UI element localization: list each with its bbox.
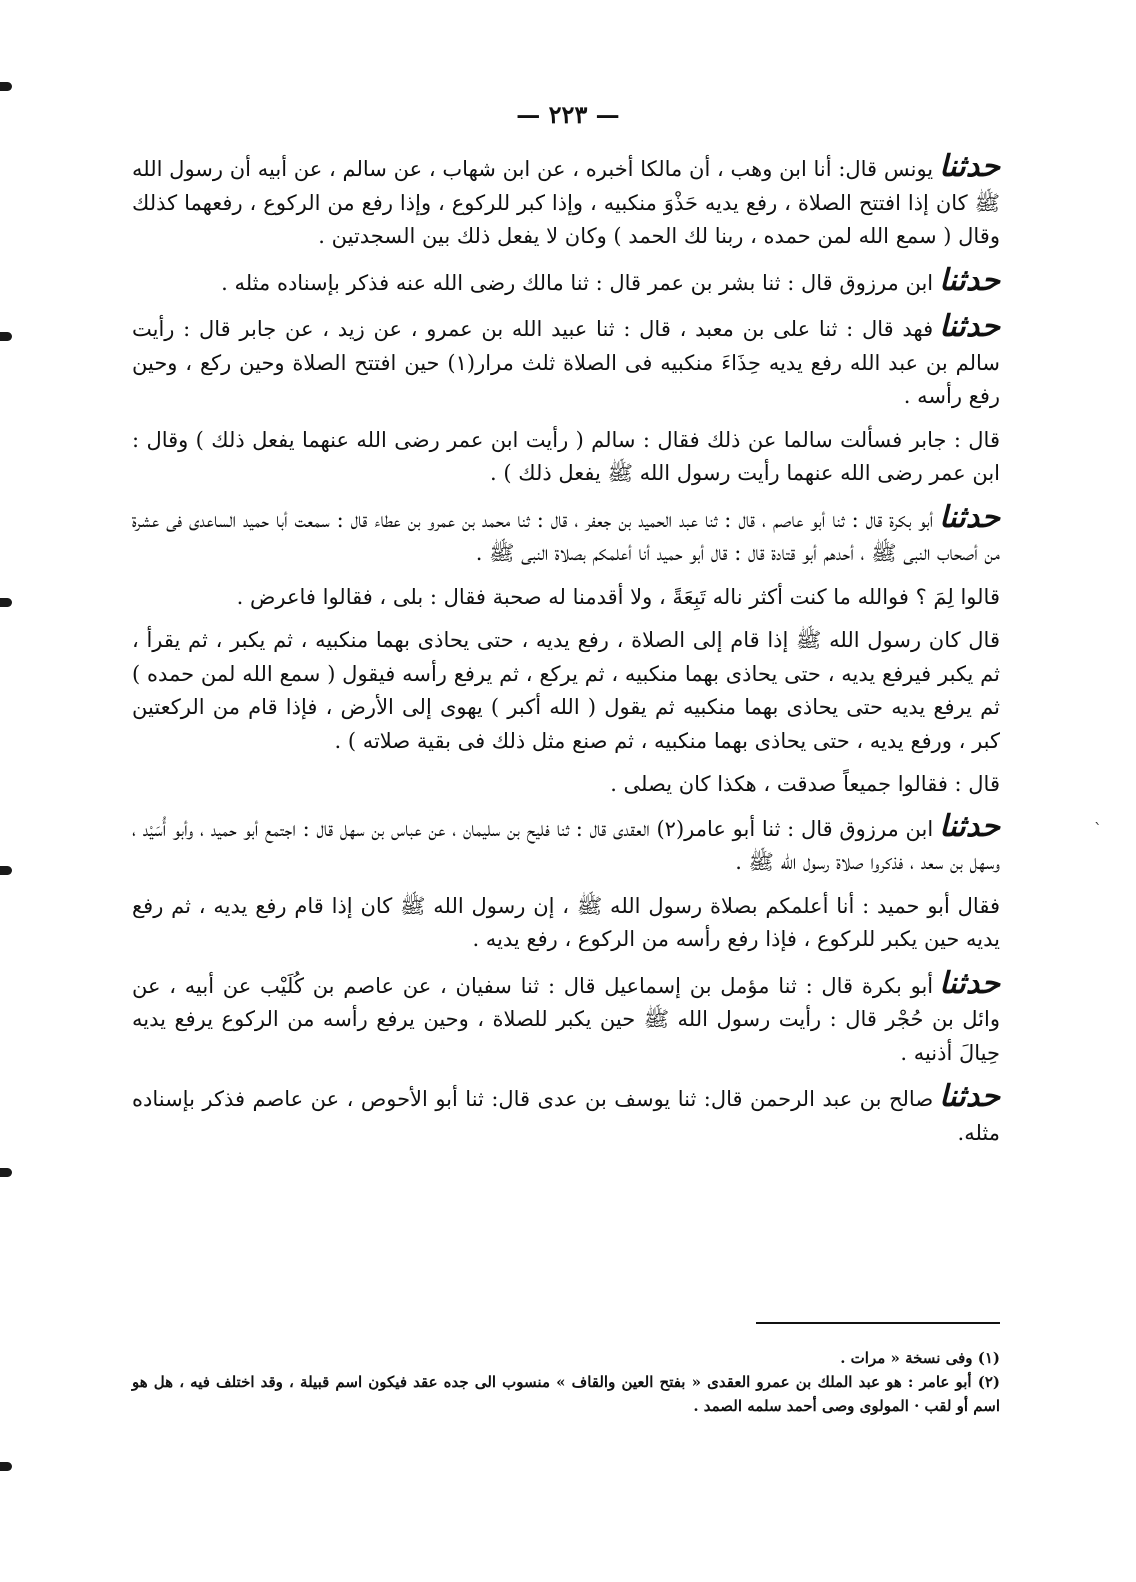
paragraph-text: ابن مرزوق قال : ثنا أبو عامر(٢) العقدى قال : ثنا فليح بن سليمان ، عن عباس بن سهل قال : اجتمع أبو حميد ، وأبو أُسَيْد ، وسهل بن سعد ، فذكروا صلاة رسول الله ﷺ . bbox=[132, 816, 1000, 874]
footnote: (٢) أبو عامر : هو عبد الملك بن عمرو العقدى « بفتح العين والقاف » منسوب الى جده عقد فيكون اسم قبيلة ، وقد اختلف فيه ، هل هو اسم أو لقب · المولوى وصى أحمد سلمه الصمد . bbox=[132, 1373, 1000, 1415]
haddatha-keyword: حدثنا bbox=[939, 149, 1000, 184]
scan-edge-mark bbox=[0, 332, 12, 341]
haddatha-keyword: حدثنا bbox=[939, 499, 1000, 535]
paragraph-text: فهد قال : ثنا على بن معبد ، قال : ثنا عبيد الله بن عمرو ، عن زيد ، عن جابر قال : رأيت سالم بن عبد الله رفع يديه حِذَاءَ منكبيه فى الصلاة ثلث مرار(١) حين افتتح الصلاة وحين ركع ، وحين رفع رأسه . bbox=[132, 317, 1000, 408]
hadith-paragraph bbox=[132, 310, 1000, 414]
narration-paragraph bbox=[132, 424, 1000, 491]
scan-edge-mark bbox=[0, 82, 12, 91]
footnote-divider bbox=[756, 1322, 1000, 1324]
paragraph-text: قال كان رسول الله ﷺ إذا قام إلى الصلاة ، رفع يديه ، حتى يحاذى بهما منكبيه ، ثم يكبر ، ثم يقرأ ، ثم يكبر فيرفع يديه ، حتى يحاذى بهما منكبيه ، ثم يركع ، ثم يرفع رأسه فيقول ( سمع الله لمن حمده ) ثم يرفع يديه حتى يحاذى بهما منكبيه ثم يقول ( الله أكبر ) يهوى إلى الأرض ، فإذا قام من الركعتين كبر ، ورفع يديه ، حتى يحاذى بهما منكبيه ، ثم صنع مثل ذلك فى بقية صلاته ) . bbox=[132, 628, 1000, 753]
hadith-paragraph bbox=[132, 1080, 1000, 1150]
hadith-paragraph bbox=[132, 967, 1000, 1071]
haddatha-keyword: حدثنا bbox=[939, 1079, 1000, 1114]
paragraph-text: صالح بن عبد الرحمن قال: ثنا يوسف بن عدى قال: ثنا أبو الأحوص ، عن عاصم فذكر بإسناده مثله. bbox=[132, 1087, 1000, 1145]
hadith-paragraph bbox=[132, 150, 1000, 254]
stray-scan-mark: ` bbox=[1094, 820, 1102, 839]
haddatha-keyword: حدثنا bbox=[939, 309, 1000, 344]
main-text bbox=[132, 150, 1000, 1160]
paragraph-text: أبو بكرة قال : ثنا مؤمل بن إسماعيل قال : ثنا سفيان ، عن عاصم بن كُلَيْب عن أبيه ، عن وائل بن حُجْر قال : رأيت رسول الله ﷺ حين يكبر للصلاة ، وحين يرفع رأسه من الركوع يرفع يديه حِيالَ أذنيه . bbox=[132, 973, 1000, 1065]
footnote: (١) وفى نسخة « مرات . bbox=[840, 1349, 1000, 1367]
scan-edge-mark bbox=[0, 1462, 12, 1471]
paragraph-text: قال : جابر فسألت سالما عن ذلك فقال : سالم ( رأيت ابن عمر رضى الله عنهما يفعل ذلك ) وقال : ابن عمر رضى الله عنهما رأيت رسول الله ﷺ يفعل ذلك ) . bbox=[132, 427, 1000, 485]
haddatha-keyword: حدثنا bbox=[939, 262, 1000, 298]
paragraph-text: قالوا لِمَ ؟ فوالله ما كنت أكثر ناله تَبِعَةً ، ولا أقدمنا له صحبة فقال : بلى ، فقالوا فاعرض . bbox=[236, 584, 1000, 609]
hadith-paragraph bbox=[132, 810, 1000, 880]
paragraph-text: ابن مرزوق قال : ثنا بشر بن عمر قال : ثنا مالك رضى الله عنه فذكر بإسناده مثله . bbox=[221, 270, 934, 295]
hadith-paragraph bbox=[132, 264, 1000, 301]
scan-edge-mark bbox=[0, 866, 12, 875]
narration-paragraph bbox=[132, 624, 1000, 758]
paragraph-text: قال : فقالوا جميعاً صدقت ، هكذا كان يصلى . bbox=[610, 772, 1000, 796]
narration-paragraph bbox=[132, 890, 1000, 957]
scan-edge-mark bbox=[0, 1168, 12, 1177]
page-number: — ٢٢٣ — bbox=[516, 100, 620, 129]
footnotes bbox=[132, 1346, 1000, 1418]
paragraph-text: أبو بكرة قال : ثنا أبو عاصم ، قال : ثنا عبد الحميد بن جعفر ، قال : ثنا محمد بن عمرو بن عطاء قال : سمعت أبا حميد الساعدى فى عشرة من أصحاب النبى ﷺ ، أحدهم أبو قتادة قال : قال أبو حميد أنا أعلمكم بصلاة النبى ﷺ . bbox=[132, 507, 1000, 565]
paragraph-text: يونس قال: أنا ابن وهب ، أن مالكا أخبره ، عن ابن شهاب ، عن سالم ، عن أبيه أن رسول الله ﷺ كان إذا افتتح الصلاة ، رفع يديه حَذْوَ منكبيه ، وإذا كبر للركوع ، وإذا رفع من الركوع ، رفعهما كذلك وقال ( سمع الله لمن حمده ، ربنا لك الحمد ) وكان لا يفعل ذلك بين السجدتين . bbox=[132, 157, 1000, 248]
hadith-paragraph bbox=[132, 501, 1000, 571]
haddatha-keyword: حدثنا bbox=[939, 808, 1001, 844]
haddatha-keyword: حدثنا bbox=[939, 965, 1000, 1001]
narration-paragraph bbox=[132, 581, 1000, 615]
narration-paragraph bbox=[132, 768, 1000, 802]
paragraph-text: فقال أبو حميد : أنا أعلمكم بصلاة رسول الله ﷺ ، إن رسول الله ﷺ كان إذا قام رفع يديه ، ثم رفع يديه حين يكبر للركوع ، فإذا رفع رأسه من الركوع ، رفع يديه . bbox=[132, 893, 1000, 951]
scan-edge-mark bbox=[0, 598, 12, 607]
